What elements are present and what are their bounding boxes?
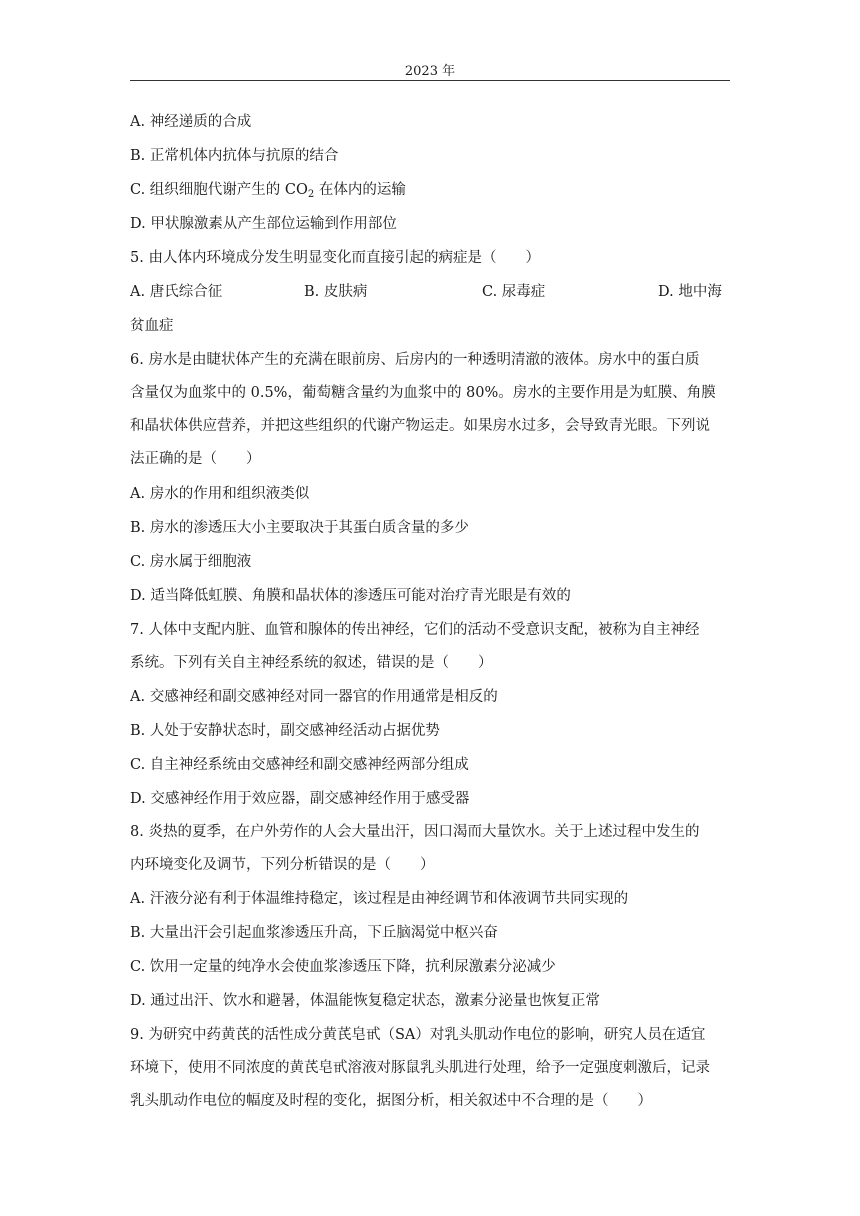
q5-stem: 5. 由人体内环境成分发生明显变化而直接引起的病症是（ ） [130, 250, 540, 266]
q5-option-c: C. 尿毒症 [482, 284, 546, 300]
q7-stem-line-2: 系统。下列有关自主神经系统的叙述，错误的是（ ） [130, 655, 493, 671]
q6-stem-line-4: 法正确的是（ ） [130, 451, 261, 467]
q8-option-d: D. 通过出汗、饮水和避暑，体温能恢复稳定状态，激素分泌量也恢复正常 [130, 993, 600, 1009]
q9-stem-line-2: 环境下，使用不同浓度的黄芪皂甙溶液对豚鼠乳头肌进行处理，给予一定强度刺激后，记录 [130, 1060, 710, 1076]
q4-option-c [130, 181, 730, 199]
q8-stem-line-1: 8. 炎热的夏季，在户外劳作的人会大量出汗，因口渴而大量饮水。关于上述过程中发生的 [130, 824, 700, 840]
q8-stem-line-2: 内环境变化及调节，下列分析错误的是（ ） [130, 857, 435, 873]
q7-option-c: C. 自主神经系统由交感神经和副交感神经两部分组成 [130, 757, 469, 773]
q9-stem-line-3: 乳头肌动作电位的幅度及时程的变化，据图分析，相关叙述中不合理的是（ ） [130, 1093, 652, 1109]
q8-option-b: B. 大量出汗会引起血浆渗透压升高，下丘脑渴觉中枢兴奋 [130, 925, 498, 941]
q4-option-c-post: 在体内的运输 [314, 182, 406, 198]
q6-option-b: B. 房水的渗透压大小主要取决于其蛋白质含量的多少 [130, 520, 469, 536]
q4-option-d: D. 甲状腺激素从产生部位运输到作用部位 [130, 216, 397, 232]
q6-stem-line-3: 和晶状体供应营养，并把这些组织的代谢产物运走。如果房水过多，会导致青光眼。下列说 [130, 418, 710, 434]
q4-option-c-subscript: 2 [307, 189, 315, 200]
q9-stem-line-1: 9. 为研究中药黄芪的活性成分黄芪皂甙（SA）对乳头肌动作电位的影响，研究人员在适宜 [130, 1027, 706, 1043]
header-rule [130, 80, 730, 81]
q6-option-a: A. 房水的作用和组织液类似 [130, 486, 310, 502]
q8-option-c: C. 饮用一定量的纯净水会使血浆渗透压下降，抗利尿激素分泌减少 [130, 959, 556, 975]
q8-option-a: A. 汗液分泌有利于体温维持稳定，该过程是由神经调节和体液调节共同实现的 [130, 891, 629, 907]
q7-stem-line-1: 7. 人体中支配内脏、血管和腺体的传出神经，它们的活动不受意识支配，被称为自主神经 [130, 622, 700, 638]
q6-option-c: C. 房水属于细胞液 [130, 554, 252, 570]
q5-option-a: A. 唐氏综合征 [130, 284, 223, 300]
q5-option-b: B. 皮肤病 [304, 284, 368, 300]
q4-option-c-pre: C. 组织细胞代谢产生的 CO [130, 182, 308, 198]
q7-option-b: B. 人处于安静状态时，副交感神经活动占据优势 [130, 723, 440, 739]
q7-option-d: D. 交感神经作用于效应器，副交感神经作用于感受器 [130, 791, 470, 807]
q7-option-a: A. 交感神经和副交感神经对同一器官的作用通常是相反的 [130, 689, 498, 705]
q4-option-b: B. 正常机体内抗体与抗原的结合 [130, 148, 339, 164]
page-header-year: 2023 年 [404, 64, 456, 79]
q6-option-d: D. 适当降低虹膜、角膜和晶状体的渗透压可能对治疗青光眼是有效的 [130, 588, 571, 604]
q6-stem-line-1: 6. 房水是由睫状体产生的充满在眼前房、后房内的一种透明清澈的液体。房水中的蛋白质 [130, 352, 700, 368]
q4-option-a: A. 神经递质的合成 [130, 114, 252, 130]
q5-option-d: D. 地中海 [658, 284, 722, 300]
q5-option-d-continued: 贫血症 [130, 318, 174, 334]
q6-stem-line-2: 含量仅为血浆中的 0.5%，葡萄糖含量约为血浆中的 80%。房水的主要作用是为虹膜、角膜 [130, 385, 716, 401]
